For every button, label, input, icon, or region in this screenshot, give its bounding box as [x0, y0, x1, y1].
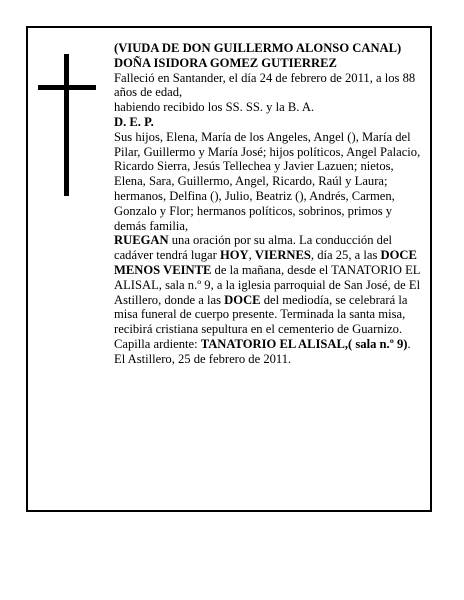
doce-word: DOCE [224, 292, 261, 307]
ruegan-word: RUEGAN [114, 233, 169, 248]
dep-line: D. E. P. [114, 114, 154, 129]
cross-icon-bar [38, 85, 96, 90]
time-words: DOCE MENOS VEINTE [114, 248, 417, 277]
chapel-place: TANATORIO EL ALISAL,( sala n.º 9) [200, 336, 408, 351]
cross-icon [64, 54, 69, 196]
death-statement: Falleció en Santander, el día 24 de febrero de 2011, a los 88 años de edad, [114, 70, 416, 100]
chapel-line: Capilla ardiente: TANATORIO EL ALISAL,( sala n.º 9). [114, 336, 411, 351]
date-place-line: El Astillero, 25 de febrero de 2011. [114, 351, 292, 366]
viernes-word: VIERNES [254, 248, 311, 263]
deceased-name: DOÑA ISIDORA GOMEZ GUTIERREZ [114, 55, 337, 70]
hoy-word: HOY [219, 248, 249, 263]
family-list: Sus hijos, Elena, María de los Angeles, Angel (), María del Pilar, Guillermo y María José; hijos políticos, Angel Palacio, Ricardo Sierra, Jesús Tellechea y Javier Lazuen; nietos, Elena, Sara, Guillermo, Angel, Ricardo, Raúl y Laura; hermanos, Delfina (), Julio, Beatriz (), Andrés, Carmen, Gonzalo y Flor; hermanos políticos, sobrinos, primos y demás familia, [114, 129, 421, 233]
widow-of-heading: (VIUDA DE DON GUILLERMO ALONSO CANAL) [114, 41, 402, 55]
obituary-text [114, 41, 424, 367]
sacraments-statement: habiendo recibido los SS. SS. y la B. A. [114, 100, 315, 115]
prayer-paragraph: RUEGAN una oración por su alma. La conducción del cadáver tendrá lugar HOY, VIERNES, día 25, a las DOCE MENOS VEINTE de la mañana, desde el TANATORIO EL ALISAL, sala n.º 9, a la iglesia parroquial de San José, de El Astillero, donde a las DOCE del mediodía, se celebrará la misa funeral de cuerpo presente. Terminada la santa misa, recibirá cristiana sepultura en el cementerio de Guarnizo. [114, 233, 421, 337]
